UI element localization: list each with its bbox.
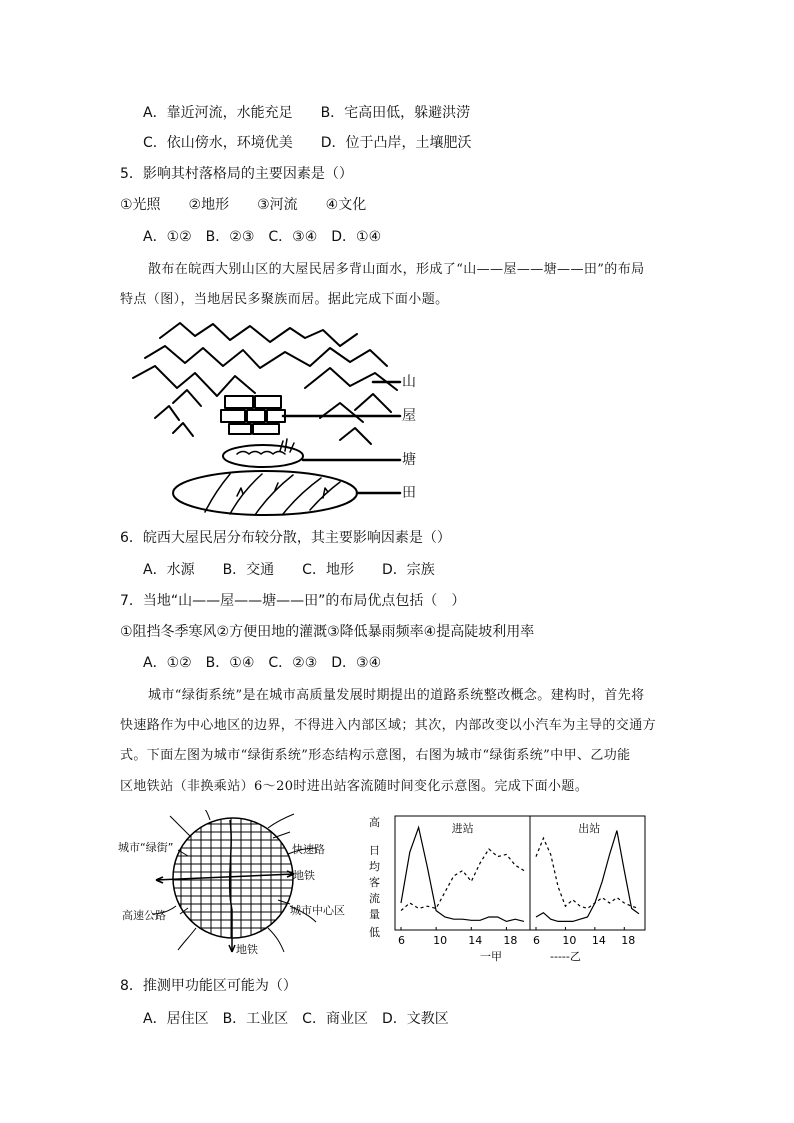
passage2-line3: 式。下面左图为城市“绿街系统”形态结构示意图，右图为城市“绿街系统”中甲、乙功能 [120, 748, 631, 763]
figure2-label-expressway: 快速路 [292, 843, 325, 856]
figure2-label-city-center: 城市中心区 [290, 904, 345, 917]
x-tick-label: 14 [468, 934, 483, 947]
mountain-ridge [305, 368, 397, 390]
mountain-ridge [173, 423, 193, 436]
series-line-甲 [536, 831, 639, 922]
x-tick-label: 18 [503, 934, 518, 947]
legend-entry-jia: 一甲 [480, 950, 502, 963]
chart-panel-title: 进站 [451, 822, 474, 835]
series-line-乙 [536, 838, 639, 908]
chart-panel-title: 出站 [578, 822, 601, 835]
q7-items: ①阻挡冬季寒风②方便田地的灌溉③降低暴雨频率④提高陡坡利用率 [120, 624, 535, 640]
mountain-ridge [173, 390, 201, 406]
series-line-甲 [401, 827, 524, 921]
highway [204, 810, 210, 820]
q6-options: A．水源 B．交通 C．地形 D．宗族 [143, 562, 435, 578]
passage1-line1: 散布在皖西大别山区的大屋民居多背山面水，形成了“山——屋——塘——田”的布局 [148, 262, 645, 277]
y-axis-label-char: 均 [369, 860, 380, 873]
figure1-label-pond: 塘 [402, 452, 416, 468]
house [253, 424, 279, 434]
highway [170, 816, 190, 836]
passage2-line4: 区地铁站（非换乘站）6～20时进出站客流随时间变化示意图。完成下面小题。 [120, 779, 589, 794]
passage1-line2: 特点（图），当地居民多聚族而居。据此完成下面小题。 [120, 292, 449, 307]
q7-stem: 7．当地“山——屋——塘——田”的布局优点包括（ ） [120, 593, 466, 609]
y-axis-low-label: 低 [369, 926, 380, 939]
passage2-line1: 城市“绿街系统”是在城市高质量发展时期提出的道路系统整改概念。建构时，首先将 [148, 688, 645, 703]
q8-stem: 8．推测甲功能区可能为（） [120, 978, 297, 994]
x-tick-label: 6 [533, 934, 540, 947]
figure1-label-field: 田 [402, 485, 416, 501]
q6-stem: 6．皖西大屋民居分布较分散，其主要影响因素是（） [120, 530, 451, 546]
figure1-label-house: 屋 [402, 408, 416, 424]
mountain-ridge [320, 403, 363, 422]
q5-options: A．①② B．②③ C．③④ D．①④ [143, 229, 382, 245]
figure2-label-green-street: 城市“绿街” [118, 841, 174, 854]
house [247, 410, 265, 422]
mountain-ridge [355, 394, 391, 412]
house [255, 396, 281, 408]
q7-options: A．①② B．①④ C．②③ D．③④ [143, 655, 382, 671]
mountain-ridge [160, 323, 357, 346]
x-tick-label: 14 [591, 934, 606, 947]
mountain-ridge [133, 366, 255, 396]
figure1-label-mountain: 山 [402, 374, 416, 390]
x-tick-label: 10 [433, 934, 448, 947]
figure2-label-highway: 高速公路 [122, 909, 166, 922]
q5-items: ①光照 ②地形 ③河流 ④文化 [120, 197, 367, 213]
figure-green-street-system [118, 810, 358, 960]
legend-entry-yi: -----乙 [550, 950, 581, 963]
x-tick-label: 10 [562, 934, 577, 947]
y-axis-label-char: 客 [369, 876, 380, 889]
highway [268, 814, 294, 828]
field [173, 471, 357, 515]
q8-options: A．居住区 B．工业区 C．商业区 D．文教区 [143, 1011, 449, 1027]
house [221, 410, 245, 422]
series-line-乙 [401, 849, 524, 911]
mountain-ridge [155, 406, 179, 420]
highway [178, 928, 196, 950]
y-axis-label-char: 日 [369, 844, 380, 857]
passage2-line2: 快速路作为中心地区的边界，不得进入内部区域；其次，内部改变以小汽车为主导的交通方 [120, 718, 657, 733]
q4-option-row-1: A．靠近河流，水能充足 B．宅高田低，躲避洪涝 [143, 105, 471, 121]
figure2-label-metro-bottom: 地铁 [236, 943, 258, 956]
passenger-flow-chart [365, 810, 665, 970]
highway [268, 928, 284, 952]
y-axis-high-label: 高 [369, 816, 380, 829]
x-tick-label: 18 [621, 934, 636, 947]
q4-option-row-2: C．依山傍水，环境优美 D．位于凸岸，土壤肥沃 [143, 135, 472, 151]
mountain-ridge [340, 428, 371, 444]
house [229, 424, 251, 434]
mountain-ridge [145, 346, 387, 368]
y-axis-label-char: 量 [369, 908, 380, 921]
x-tick-label: 6 [398, 934, 405, 947]
figure-mountain-house-pond-field [125, 318, 425, 518]
house [225, 396, 253, 408]
q5-stem: 5．影响其村落格局的主要因素是（） [120, 166, 353, 182]
y-axis-label-char: 流 [369, 892, 380, 905]
metro-line-horizontal [156, 874, 294, 880]
figure2-label-metro-right: 地铁 [293, 869, 315, 882]
